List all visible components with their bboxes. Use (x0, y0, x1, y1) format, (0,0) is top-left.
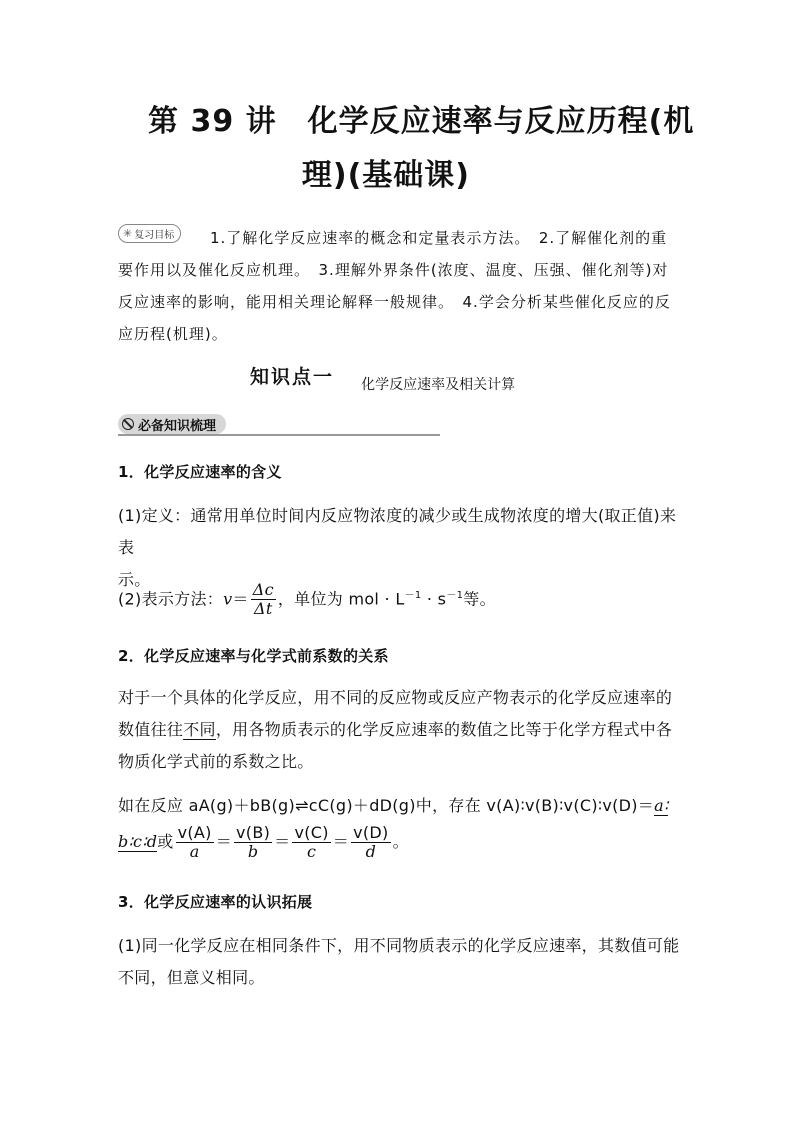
review-goals (118, 222, 678, 350)
review-goals-line1: 1.了解化学反应速率的概念和定量表示方法。 2.了解催化剂的重 (210, 229, 668, 247)
review-tag (118, 224, 181, 243)
definition-line2: 示。 (118, 570, 151, 589)
section-1-heading: 1．化学反应速率的含义 (118, 463, 282, 481)
paragraph-line2-a: 数值往往 (118, 720, 184, 739)
section-2 (118, 640, 688, 672)
underlined-ratio-a: a∶ (654, 796, 669, 815)
section-2-example: 如在反应 aA(g)＋bB(g)⇌cC(g)＋dD(g)中，存在 v(A)∶v(B)∶v(C)∶v(D)＝a∶ b∶c∶d或 $\frac{v(A)}{a}$ ＝ $\frac{v(B)}{b}$ ＝ $\frac{v(C)}{c}$ ＝ $\frac{v(D)}{d}$ 。 (118, 796, 669, 861)
equals-sign: ＝ (232, 589, 249, 609)
knowledge-point-heading (250, 362, 516, 393)
knowledge-point-subtitle: 化学反应速率及相关计算 (361, 377, 516, 393)
unit-part-b: · s (421, 589, 447, 609)
underlined-answer: 不同 (183, 720, 216, 739)
section-3-paragraph (118, 930, 688, 994)
unit-part-a: ，单位为 mol · L (277, 589, 405, 609)
reversible-arrow-icon: ⇌ (295, 796, 309, 815)
paragraph-line3: 物质化学式前的系数之比。 (118, 752, 314, 771)
review-goals-line3: 反应速率的影响，能用相关理论解释一般规律。 4.学会分析某些催化反应的反 (118, 293, 671, 311)
review-goals-line2: 要作用以及催化反应机理。 3.理解外界条件(浓度、温度、压强、催化剂等)对 (118, 261, 669, 279)
review-tag-label: 复习目标 (134, 230, 175, 241)
definition-line1: (1)定义：通常用单位时间内反应物浓度的减少或生成物浓度的增大(取正值)来表 (118, 506, 677, 557)
fraction-c: $\frac{v(C)}{c}$ (294, 823, 329, 861)
or-word: 或 (157, 832, 174, 851)
section-1-expression (118, 580, 688, 618)
paragraph-line1: 对于一个具体的化学反应，用不同的反应物或反应产物表示的化学反应速率的 (118, 688, 673, 707)
unit-exponent-2: －1 (446, 590, 464, 601)
rate-numerator: Δc (252, 580, 274, 600)
no-entry-icon (122, 418, 134, 430)
section-banner-label: 必备知识梳理 (138, 418, 217, 434)
section-3-line1: (1)同一化学反应在相同条件下，用不同物质表示的化学反应速率，其数值可能 (118, 936, 680, 955)
section-2-heading: 2．化学反应速率与化学式前系数的关系 (118, 647, 389, 665)
section-3-heading: 3．化学反应速率的认识拓展 (118, 893, 313, 911)
unit-exponent-1: －1 (404, 590, 422, 601)
section-3-line2: 不同，但意义相同。 (118, 968, 265, 987)
unit-part-c: 等。 (463, 589, 496, 609)
section-2-paragraph (118, 682, 688, 778)
fraction-a: $\frac{v(A)}{a}$ (177, 823, 212, 861)
review-goals-line4: 应历程(机理)。 (118, 325, 228, 343)
section-banner (118, 414, 440, 436)
paragraph-line2-b: ，用各物质表示的化学反应速率的数值之比等于化学方程式中各 (215, 720, 673, 739)
page-title-line2: 理)(基础课) (301, 158, 470, 193)
rate-denominator: Δt (254, 599, 273, 619)
fraction-d: $\frac{v(D)}{d}$ (353, 823, 389, 861)
rate-fraction (251, 581, 276, 618)
section-1 (118, 456, 688, 488)
rate-symbol: v (223, 589, 233, 609)
section-3 (118, 886, 688, 918)
example-line1-a: 如在反应 aA(g)＋bB(g) (118, 796, 296, 815)
example-line1-b: cC(g)＋dD(g)中，存在 v(A)∶v(B)∶v(C)∶v(D)＝ (308, 796, 655, 815)
expression-prefix: (2)表示方法： (118, 589, 224, 609)
fraction-b: $\frac{v(B)}{b}$ (236, 823, 271, 861)
knowledge-point-label: 知识点一 (250, 366, 335, 388)
page-title-line1: 第 39 讲 化学反应速率与反应历程(机 (148, 104, 695, 139)
underlined-ratio-b: b∶c∶d (118, 832, 158, 851)
sparkle-icon: ✳ (123, 227, 133, 240)
